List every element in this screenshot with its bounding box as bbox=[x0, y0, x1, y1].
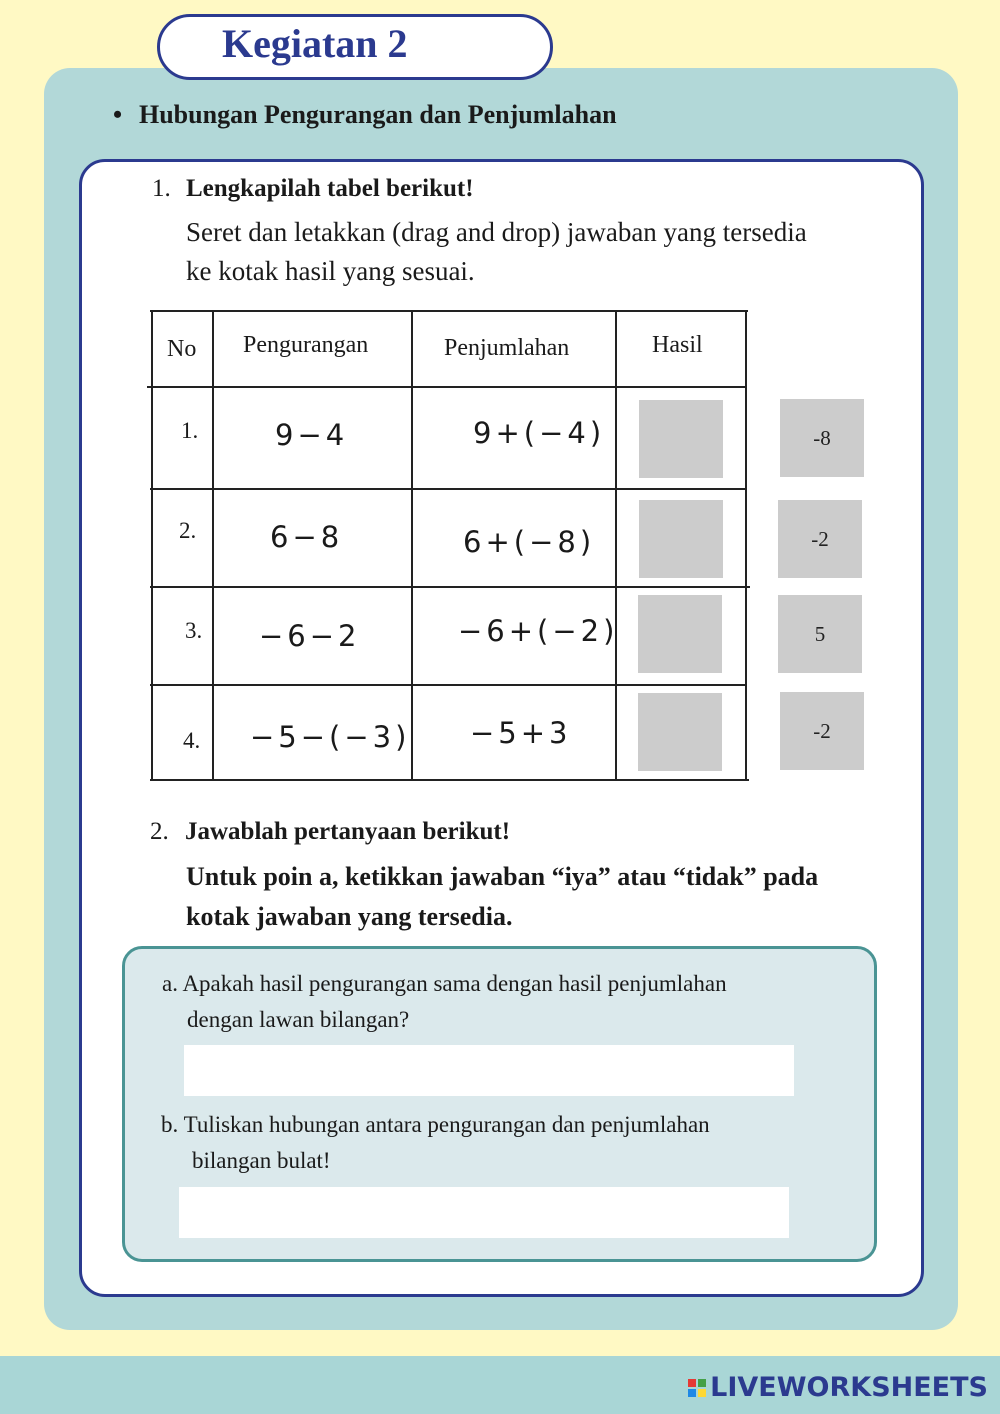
result-drop-zone-2[interactable] bbox=[639, 500, 723, 578]
result-drop-zone-4[interactable] bbox=[638, 693, 722, 771]
header-hasil: Hasil bbox=[652, 332, 703, 358]
table-row-divider bbox=[150, 488, 747, 490]
row-number: 2. bbox=[179, 518, 197, 543]
header-no: No bbox=[167, 336, 197, 362]
page-title: Kegiatan 2 bbox=[222, 21, 408, 66]
question-1-number: 1. bbox=[152, 175, 171, 202]
table-col-border bbox=[212, 312, 214, 780]
logo-square-icon bbox=[688, 1379, 696, 1387]
question-2-instruction-line2: kotak jawaban yang tersedia. bbox=[186, 902, 513, 931]
subtraction-expression: 6−8 bbox=[270, 520, 344, 554]
question-1-instruction-line2: ke kotak hasil yang sesuai. bbox=[186, 256, 475, 286]
question-a-line1: a. Apakah hasil pengurangan sama dengan hasil penjumlahan bbox=[162, 971, 727, 996]
logo-square-icon bbox=[698, 1379, 706, 1387]
result-drop-zone-3[interactable] bbox=[638, 595, 722, 673]
logo-square-icon bbox=[688, 1389, 696, 1397]
row-number: 4. bbox=[183, 728, 201, 753]
row-number: 1. bbox=[181, 418, 199, 443]
result-drop-zone-1[interactable] bbox=[639, 400, 723, 478]
table-border-bottom bbox=[150, 779, 749, 781]
question-b-line2: bilangan bulat! bbox=[192, 1148, 331, 1173]
answer-tile[interactable]: 5 bbox=[778, 595, 862, 673]
answer-tile[interactable]: -2 bbox=[778, 500, 862, 578]
section-heading: Hubungan Pengurangan dan Penjumlahan bbox=[139, 100, 617, 129]
question-2-instruction-line1: Untuk poin a, ketikkan jawaban “iya” atau “tidak” pada bbox=[186, 862, 819, 891]
answer-a-input[interactable] bbox=[184, 1045, 794, 1096]
question-2-title: Jawablah pertanyaan berikut! bbox=[185, 818, 511, 845]
question-b-line1: b. Tuliskan hubungan antara pengurangan dan penjumlahan bbox=[161, 1112, 710, 1137]
logo-square-icon bbox=[698, 1389, 706, 1397]
answer-b-input[interactable] bbox=[179, 1187, 789, 1238]
table-border-top bbox=[150, 310, 748, 312]
addition-expression: 9+(−4) bbox=[473, 416, 606, 450]
section-bullet: • bbox=[113, 100, 123, 129]
subtraction-expression: 9−4 bbox=[275, 418, 349, 452]
table-row-divider bbox=[150, 586, 750, 588]
header-pengurangan: Pengurangan bbox=[243, 332, 369, 358]
subtraction-expression: −6−2 bbox=[259, 619, 361, 653]
table-col-border bbox=[151, 310, 153, 780]
question-a-line2: dengan lawan bilangan? bbox=[187, 1007, 410, 1032]
liveworksheets-logo bbox=[688, 1372, 988, 1403]
logo-grid-icon bbox=[688, 1379, 706, 1397]
addition-expression: −5+3 bbox=[470, 716, 572, 750]
question-1-title: Lengkapilah tabel berikut! bbox=[186, 175, 474, 202]
table-header-divider bbox=[147, 386, 747, 388]
addition-expression: −6+(−2) bbox=[458, 614, 619, 648]
question-2-number: 2. bbox=[150, 818, 169, 845]
header-penjumlahan: Penjumlahan bbox=[444, 335, 570, 361]
logo-text: LIVEWORKSHEETS bbox=[710, 1372, 988, 1403]
table-col-border bbox=[745, 310, 747, 780]
question-1-instruction-line1: Seret dan letakkan (drag and drop) jawaban yang tersedia bbox=[186, 217, 807, 247]
answer-tile[interactable]: -2 bbox=[780, 692, 864, 770]
table-col-border bbox=[411, 312, 413, 780]
table-col-border bbox=[615, 312, 617, 780]
table-row-divider bbox=[150, 684, 747, 686]
subtraction-expression: −5−(−3) bbox=[250, 720, 411, 754]
row-number: 3. bbox=[185, 618, 203, 643]
answer-tile[interactable]: -8 bbox=[780, 399, 864, 477]
addition-expression: 6+(−8) bbox=[463, 525, 596, 559]
